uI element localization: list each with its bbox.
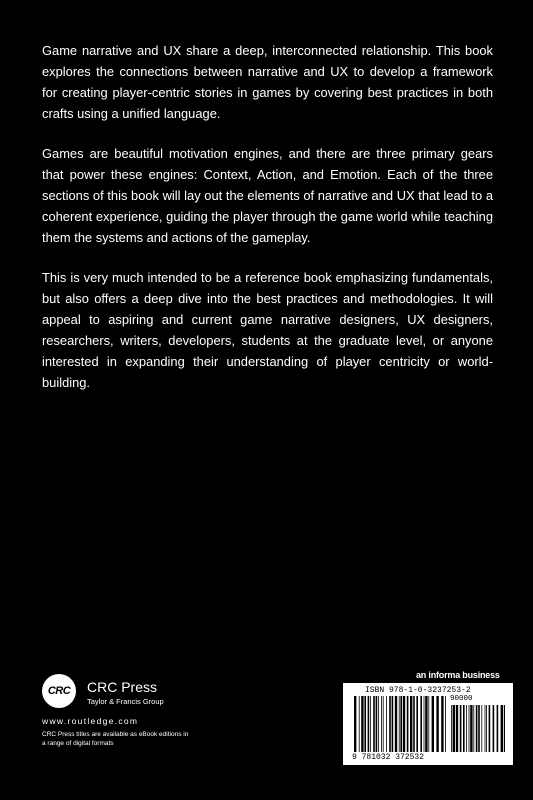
book-description: [42, 40, 493, 412]
informa-business-label: an informa business: [416, 670, 500, 680]
publisher-website: www.routledge.com: [42, 716, 139, 726]
isbn-number: ISBN 978-1-0-3237253-2: [365, 686, 471, 695]
publisher-tagline: Taylor & Francis Group: [87, 697, 164, 706]
publisher-block: [42, 674, 242, 774]
publisher-name: CRC Press: [87, 679, 158, 695]
isbn-barcode: [343, 683, 513, 765]
ebook-note: CRC Press titles are available as eBook editions in a range of digital formats: [42, 731, 189, 747]
barcode-main-bars: [354, 696, 446, 752]
description-paragraph-3: This is very much intended to be a reference book emphasizing fundamentals, but also offers a deep dive into the best practices and methodologies. It will appeal to aspiring and current game narrative designers, UX designers, researchers, writers, developers, students at the graduate level, or anyone interested in expanding their understanding of player centricity or world-building.: [42, 270, 493, 390]
price-code: 90000: [450, 695, 473, 703]
description-paragraph-2: Games are beautiful motivation engines, and there are three primary gears that power these engines: Context, Action, and Emotion. Each of the three sections of this book will lay out the elements of narrative and UX that lead to a coherent experience, guiding the player through the game world while teaching them the systems and actions of the gameplay.: [42, 146, 493, 245]
crc-logo-icon: CRC: [42, 674, 76, 708]
description-paragraph-1: Game narrative and UX share a deep, interconnected relationship. This book explores the connections between narrative and UX to develop a framework for creating player-centric stories in games by covering best practices in both crafts using a unified language.: [42, 43, 493, 121]
barcode-digits: 9 781032 372532: [352, 753, 425, 762]
barcode-addon-bars: [451, 705, 505, 752]
